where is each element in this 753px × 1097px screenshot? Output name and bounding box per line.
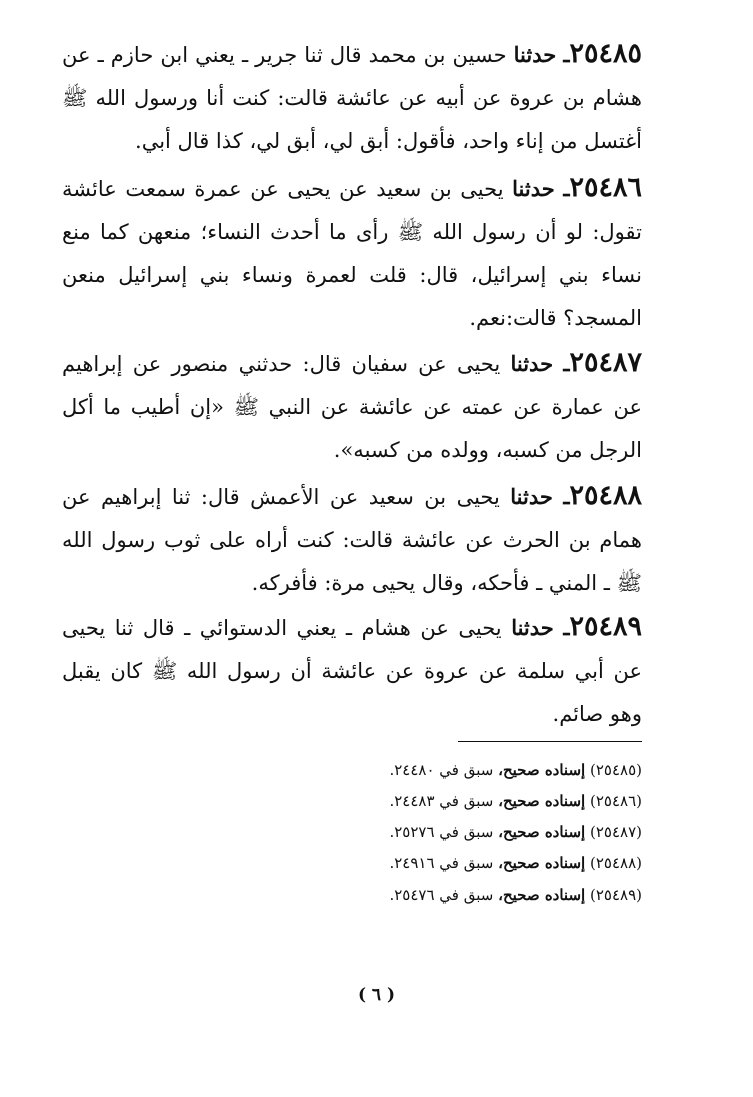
footnote-25487 (250, 822, 642, 842)
hadith-25487 (62, 341, 642, 472)
footnote-note: سبق في ٢٤٤٨٠. (389, 761, 494, 779)
hadith-number: ٢٥٤٨٥ (569, 38, 642, 69)
hadith-25485 (62, 32, 642, 163)
footnote-grade: إسناده صحيح، (498, 854, 586, 872)
footnote-grade: إسناده صحيح، (498, 761, 586, 779)
footnote-25486 (250, 791, 642, 811)
footnote-25488 (250, 853, 642, 873)
hadith-25486 (62, 166, 642, 340)
footnote-ref: (٢٥٤٨٧) (589, 823, 642, 841)
hadith-dash: ـ (563, 176, 570, 201)
hadith-25489 (62, 605, 642, 736)
hadith-keyword: حدثنا (510, 351, 554, 376)
footnote-grade: إسناده صحيح، (498, 886, 586, 904)
footnote-grade: إسناده صحيح، (498, 792, 586, 810)
hadith-dash: ـ (563, 484, 570, 509)
hadith-dash: ـ (563, 351, 570, 376)
hadith-keyword: حدثنا (513, 42, 557, 67)
hadith-number: ٢٥٤٨٩ (569, 611, 642, 642)
footnote-ref: (٢٥٤٨٩) (589, 886, 642, 904)
footnote-divider (458, 741, 642, 742)
hadith-text: يحيى عن هشام ـ يعني الدستوائي ـ قال ثنا يحيى عن أبي سلمة عن عروة عن عائشة أن رسول الله ﷺ كان يقبل وهو صائم. (62, 616, 642, 726)
hadith-text: يحيى بن سعيد عن يحيى عن عمرة سمعت عائشة تقول: لو أن رسول الله ﷺ رأى ما أحدث النساء؛ منعهن كما منع نساء بني إسرائيل، قال: قلت لعمرة ونساء بني إسرائيل منعن المسجد؟ قالت:نعم. (62, 177, 642, 330)
page-number: ( ٦ ) (357, 985, 396, 1005)
hadith-text: يحيى عن سفيان قال: حدثني منصور عن إبراهيم عن عمارة عن عمته عن عائشة عن النبي ﷺ «إن أطيب ما أكل الرجل من كسبه، وولده من كسبه». (62, 352, 642, 462)
hadith-number: ٢٥٤٨٧ (569, 347, 642, 378)
footnote-ref: (٢٥٤٨٦) (589, 792, 642, 810)
hadith-number: ٢٥٤٨٦ (569, 172, 642, 203)
hadith-text: يحيى بن سعيد عن الأعمش قال: ثنا إبراهيم عن همام بن الحرث عن عائشة قالت: كنت أراه على ثوب رسول الله ﷺ ـ المني ـ فأحكه، وقال يحيى مرة: فأفركه. (62, 485, 642, 595)
footnote-ref: (٢٥٤٨٨) (589, 854, 642, 872)
footnote-note: سبق في ٢٤٩١٦. (389, 854, 494, 872)
footnote-note: سبق في ٢٤٤٨٣. (389, 792, 494, 810)
hadith-dash: ـ (563, 615, 570, 640)
footnote-ref: (٢٥٤٨٥) (589, 761, 642, 779)
footnote-note: سبق في ٢٥٤٧٦. (389, 886, 494, 904)
footnote-note: سبق في ٢٥٢٧٦. (389, 823, 494, 841)
footnote-grade: إسناده صحيح، (498, 823, 586, 841)
hadith-number: ٢٥٤٨٨ (569, 480, 642, 511)
hadith-keyword: حدثنا (512, 176, 555, 201)
hadith-dash: ـ (563, 42, 570, 67)
hadith-25488 (62, 474, 642, 605)
footnote-25489 (250, 885, 642, 905)
hadith-text: حسين بن محمد قال ثنا جرير ـ يعني ابن حازم ـ عن هشام بن عروة عن أبيه عن عائشة قالت: كنت أنا ورسول الله ﷺ أغتسل من إناء واحد، فأقول: أبق لي، أبق لي، كذا قال أبي. (62, 43, 642, 153)
hadith-keyword: حدثنا (510, 484, 553, 509)
hadith-keyword: حدثنا (511, 615, 554, 640)
footnote-25485 (250, 760, 642, 780)
